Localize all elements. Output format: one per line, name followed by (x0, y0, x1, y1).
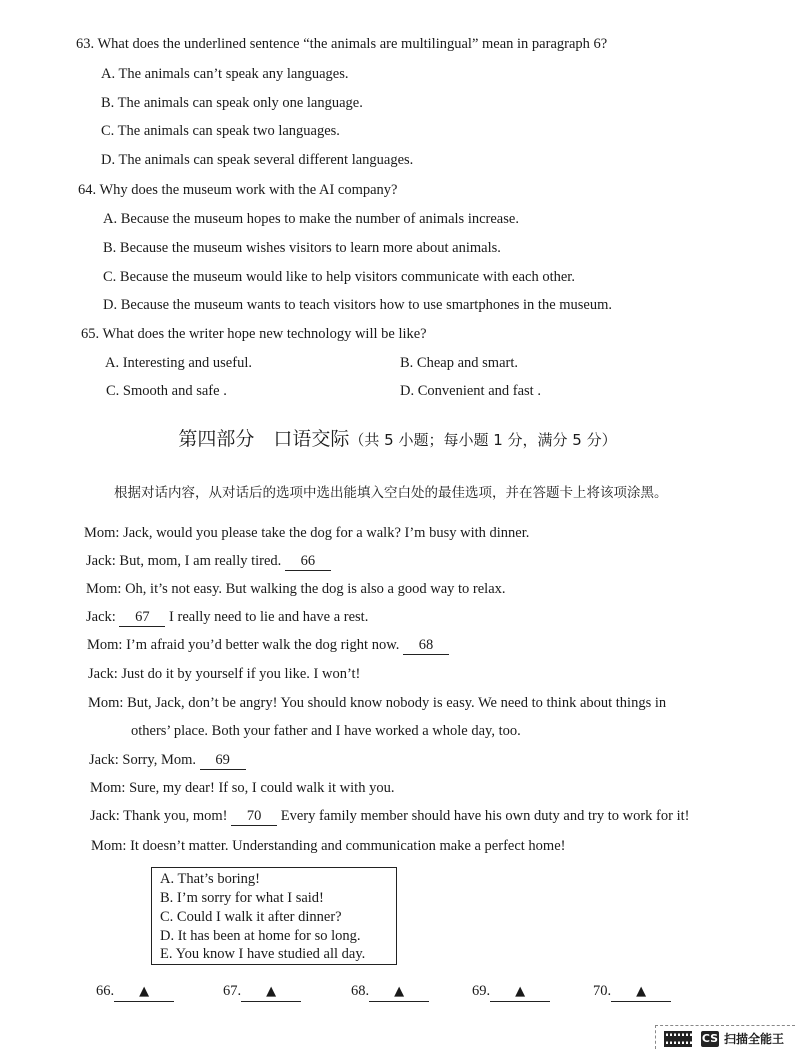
question-64-option-d: D. Because the museum wants to teach visitors how to use smartphones in the museum. (103, 297, 613, 313)
answer-66: 66. ▲ (96, 982, 174, 1002)
triangle-icon: ▲ (636, 984, 647, 999)
dialogue-line-3: Mom: Oh, it’s not easy. But walking the dog is also a good way to relax. (86, 581, 506, 597)
dialogue-line-11: Mom: It doesn’t matter. Understanding and communication make a perfect home! (91, 838, 566, 854)
blank-69: 69 (200, 751, 246, 770)
question-63-option-b: B. The animals can speak only one language. (101, 95, 363, 111)
question-65-stem: 65. What does the writer hope new technology will be like? (81, 326, 427, 342)
dialogue-line-5: Mom: I’m afraid you’d better walk the dog right now. 68 (87, 636, 449, 655)
question-63-option-d: D. The animals can speak several different languages. (101, 152, 414, 168)
blank-67: 67 (119, 608, 165, 627)
dialogue-line-7-continued: others’ place. Both your father and I have worked a whole day, too. (131, 723, 521, 739)
section-title-main: 第四部分 口语交际 (178, 428, 350, 450)
blank-66: 66 (285, 552, 331, 571)
dialogue-line-4: Jack: 67 I really need to lie and have a rest. (86, 609, 369, 625)
choice-a: A. That’s boring! (160, 871, 261, 887)
triangle-icon: ▲ (394, 984, 405, 999)
question-64-option-a: A. Because the museum hopes to make the number of animals increase. (103, 211, 519, 227)
triangle-icon: ▲ (515, 984, 526, 999)
question-63-option-a: A. The animals can’t speak any languages. (101, 66, 349, 82)
answer-70: 70. ▲ (593, 982, 671, 1002)
choice-b: B. I’m sorry for what I said! (160, 890, 324, 906)
question-65-option-b: B. Cheap and smart. (400, 355, 518, 371)
section-title-subtitle: （共 5 小题；每小题 1 分，满分 5 分） (349, 431, 617, 449)
question-63-option-c: C. The animals can speak two languages. (101, 123, 340, 139)
question-64-option-c: C. Because the museum would like to help visitors communicate with each other. (103, 269, 575, 285)
choice-d: D. It has been at home for so long. (160, 928, 361, 944)
choices-box (151, 867, 397, 965)
blank-68: 68 (403, 636, 449, 655)
dialogue-line-2: Jack: But, mom, I am really tired. 66 (86, 552, 331, 571)
answer-69: 69. ▲ (472, 982, 550, 1002)
question-64-option-b: B. Because the museum wishes visitors to learn more about animals. (103, 240, 501, 256)
cs-logo: CS (701, 1032, 719, 1045)
dialogue-line-10: Jack: Thank you, mom! 70 Every family member should have his own duty and try to work for it! (90, 808, 690, 824)
answer-67: 67. ▲ (223, 982, 301, 1002)
dialogue-line-6: Jack: Just do it by yourself if you like. I won’t! (88, 666, 361, 682)
qr-code-icon (664, 1031, 692, 1047)
section-title (0, 427, 795, 452)
dialogue-line-8: Jack: Sorry, Mom. 69 (89, 751, 246, 770)
dialogue-line-9: Mom: Sure, my dear! If so, I could walk it with you. (90, 780, 395, 796)
question-64-stem: 64. Why does the museum work with the AI company? (78, 182, 398, 198)
question-65-option-a: A. Interesting and useful. (105, 355, 252, 371)
triangle-icon: ▲ (139, 984, 150, 999)
dialogue-line-7: Mom: But, Jack, don’t be angry! You should know nobody is easy. We need to think about things in (88, 695, 667, 711)
triangle-icon: ▲ (266, 984, 277, 999)
question-65-option-c: C. Smooth and safe . (106, 383, 227, 399)
choice-c: C. Could I walk it after dinner? (160, 909, 342, 925)
choice-e: E. You know I have studied all day. (160, 946, 366, 962)
section-instruction: 根据对话内容，从对话后的选项中选出能填入空白处的最佳选项，并在答题卡上将该项涂黑。 (114, 485, 668, 501)
question-65-option-d: D. Convenient and fast . (400, 383, 541, 399)
blank-70: 70 (231, 807, 277, 826)
dialogue-line-1: Mom: Jack, would you please take the dog for a walk? I’m busy with dinner. (84, 525, 530, 541)
question-63-stem: 63. What does the underlined sentence “the animals are multilingual” mean in paragraph 6? (76, 36, 608, 52)
scanner-badge-text: 扫描全能王 (724, 1032, 785, 1046)
answer-68: 68. ▲ (351, 982, 429, 1002)
scanner-badge (655, 1025, 795, 1049)
